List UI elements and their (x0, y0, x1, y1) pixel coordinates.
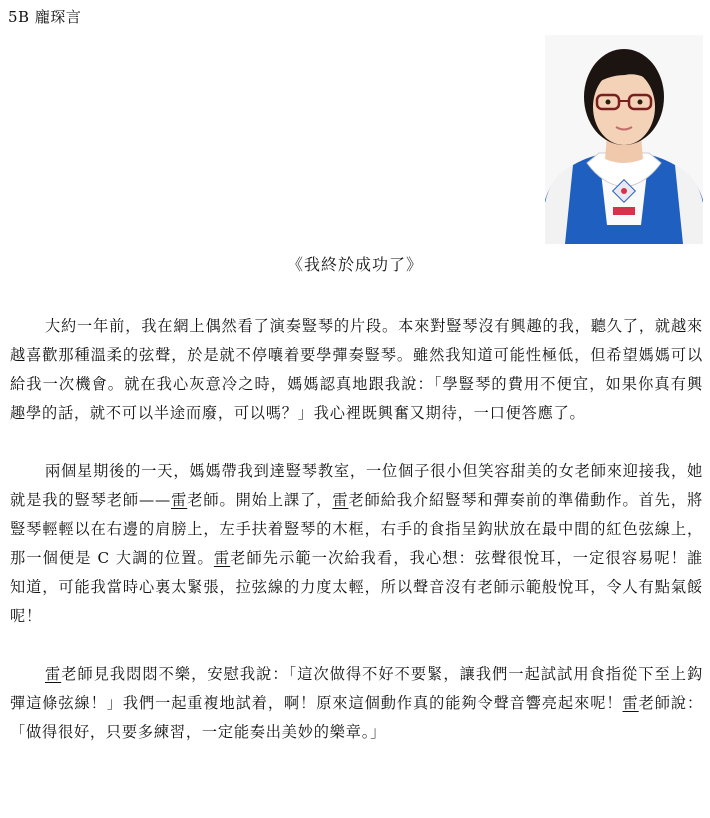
paragraph-text: 老師說：「做得很好，只要多練習，一定能奏出美妙的樂章。」 (10, 694, 703, 741)
teacher-name-underlined: 雷 (44, 665, 62, 683)
paragraph-text: 老師見我悶悶不樂，安慰我說：「這次做得不好不要緊，讓我們一起試試用食指從下至上鈎彈這條弦線！」我們一起重複地試着，啊！原來這個動作真的能夠令聲音響亮起來呢！ (10, 665, 703, 712)
student-photo (545, 35, 703, 244)
essay-title: 《我終於成功了》 (286, 255, 423, 274)
paragraph-text: 老師。開始上課了， (187, 491, 333, 509)
paragraph-text: 老師先示範一次給我看，我心想：弦聲很悅耳，一定很容易呢！誰知道，可能我當時心裏太緊張，拉弦線的力度太輕，所以聲音沒有老師示範般悅耳，令人有點氣餒呢！ (10, 549, 704, 625)
paragraph-1 (10, 312, 703, 428)
paragraph-text: 兩個星期後的一天，媽媽帶我到達豎琴教室，一位個子很小但笑容甜美的女老師來迎接我，她就是我的豎琴老師—— (10, 462, 703, 509)
essay-body (10, 312, 703, 747)
teacher-name-underlined: 雷 (622, 694, 639, 712)
paragraph-text: 老師給我介紹豎琴和彈奏前的準備動作。首先，將豎琴輕輕以在右邊的肩膀上，左手扶着豎琴的木框，右手的食指呈鈎狀放在最中間的紅色弦線上，那一個便是 C 大調的位置。 (10, 491, 703, 567)
teacher-name-underlined: 雷 (332, 491, 349, 509)
class-and-name: 5B 龐琛言 (8, 8, 82, 26)
teacher-name-underlined: 雷 (213, 549, 231, 567)
paragraph-2 (10, 457, 703, 631)
teacher-name-underlined: 雷 (170, 491, 188, 509)
paragraph-3 (10, 660, 703, 747)
paragraph-text: 大約一年前，我在網上偶然看了演奏豎琴的片段。本來對豎琴沒有興趣的我，聽久了，就越來越喜歡那種溫柔的弦聲，於是就不停嚷着要學彈奏豎琴。雖然我知道可能性極低，但希望媽媽可以給我一次機會。就在我心灰意冷之時，媽媽認真地跟我說：「學豎琴的費用不便宜，如果你真有興趣學的話，就不可以半途而廢，可以嗎？」我心裡既興奮又期待，一口便答應了。 (10, 317, 703, 422)
